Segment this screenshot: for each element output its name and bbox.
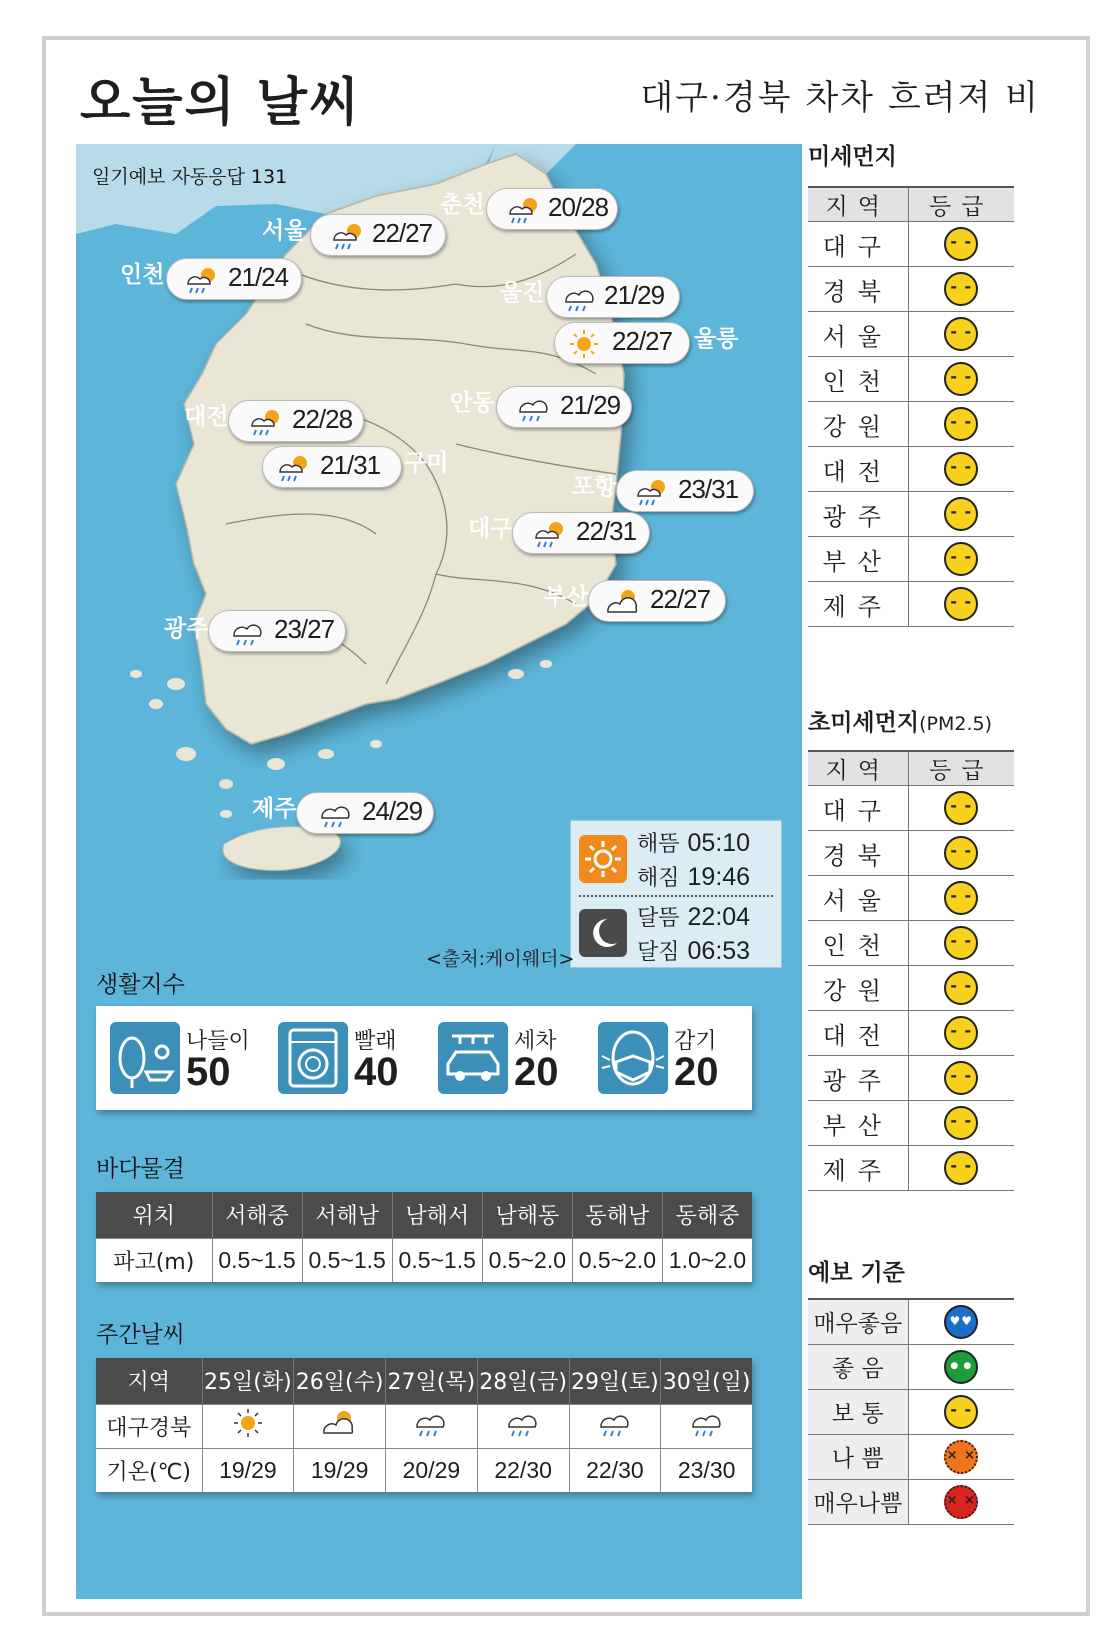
moonrise-label: 달뜸 bbox=[637, 906, 680, 931]
sunrise-row bbox=[637, 827, 750, 858]
rain-cloud-icon bbox=[411, 1407, 451, 1439]
sun-rain-icon bbox=[530, 518, 570, 550]
life-item-cold bbox=[598, 1022, 748, 1094]
weather-panel bbox=[76, 144, 802, 1599]
region-name: 강원 bbox=[808, 966, 908, 1011]
good-face-icon bbox=[944, 1350, 978, 1384]
life-item-carwash bbox=[438, 1022, 588, 1094]
city-seoul bbox=[236, 210, 456, 254]
table-row bbox=[808, 447, 1014, 492]
col-grade: 등급 bbox=[908, 187, 1014, 222]
normal-face-icon bbox=[944, 836, 978, 870]
legend-row bbox=[808, 1479, 1014, 1524]
very-bad-face-icon bbox=[944, 1485, 978, 1519]
life-value: 20 bbox=[674, 1050, 719, 1094]
city-name: 서울 bbox=[262, 218, 307, 244]
picnic-icon bbox=[110, 1022, 180, 1094]
wave-height: 0.5~2.0 bbox=[572, 1238, 662, 1282]
temp-cell: 19/29 bbox=[202, 1448, 294, 1492]
city-gumi bbox=[262, 442, 484, 486]
wave-height: 0.5~1.5 bbox=[302, 1238, 392, 1282]
city-temp: 21/24 bbox=[228, 262, 289, 292]
rain-cloud-icon bbox=[687, 1407, 727, 1439]
city-busan bbox=[516, 576, 730, 620]
moonrise-row bbox=[637, 901, 750, 932]
temp-cell: 20/29 bbox=[386, 1448, 478, 1492]
life-item-picnic bbox=[110, 1022, 260, 1094]
normal-face-icon bbox=[944, 1395, 978, 1429]
weather-cell bbox=[569, 1404, 661, 1448]
city-gwangju bbox=[138, 606, 350, 650]
city-temp: 22/27 bbox=[372, 218, 433, 248]
rain-cloud-icon bbox=[503, 1407, 543, 1439]
table-row bbox=[808, 831, 1014, 876]
legend-row bbox=[808, 1389, 1014, 1434]
table-header: 서해중 bbox=[212, 1192, 302, 1238]
weather-cell bbox=[386, 1404, 478, 1448]
auto-response-note: 일기예보 자동응답 131 bbox=[92, 166, 288, 188]
legend-label: 보 통 bbox=[808, 1389, 908, 1434]
table-row bbox=[808, 357, 1014, 402]
region-name: 광주 bbox=[808, 492, 908, 537]
table-row bbox=[96, 1238, 752, 1282]
region-name: 부산 bbox=[808, 1101, 908, 1146]
table-row bbox=[808, 537, 1014, 582]
page-title: 오늘의 날씨 bbox=[80, 73, 362, 133]
normal-face-icon bbox=[944, 1151, 978, 1185]
city-pohang bbox=[544, 466, 758, 510]
table-row bbox=[808, 402, 1014, 447]
sun-rain-icon bbox=[274, 452, 314, 484]
life-value: 40 bbox=[354, 1050, 399, 1094]
table-header: 서해남 bbox=[302, 1192, 392, 1238]
temp-cell: 19/29 bbox=[294, 1448, 386, 1492]
table-header: 동해중 bbox=[662, 1192, 752, 1238]
headline: 대구·경북 차차 흐려져 비 bbox=[640, 78, 1040, 118]
rain-cloud-icon bbox=[316, 798, 356, 830]
legend-row bbox=[808, 1434, 1014, 1479]
sun-rain-icon bbox=[182, 264, 222, 296]
region-name: 경북 bbox=[808, 831, 908, 876]
rain-cloud-icon bbox=[514, 392, 554, 424]
criteria-legend bbox=[808, 1298, 1014, 1525]
normal-face-icon bbox=[944, 791, 978, 825]
normal-face-icon bbox=[944, 272, 978, 306]
table-header-row bbox=[96, 1192, 752, 1238]
life-label: 세차 bbox=[514, 1029, 557, 1054]
table-row bbox=[808, 1056, 1014, 1101]
legend-label: 좋 음 bbox=[808, 1344, 908, 1389]
region-name: 대전 bbox=[808, 447, 908, 492]
region-name: 대구 bbox=[808, 786, 908, 831]
city-name: 울릉 bbox=[694, 326, 739, 352]
moon-icon bbox=[579, 909, 627, 957]
city-name: 울진 bbox=[500, 280, 545, 306]
table-header: 25일(화) bbox=[202, 1358, 294, 1404]
row-label: 파고(m) bbox=[96, 1238, 212, 1282]
life-index-card bbox=[96, 1006, 752, 1110]
region-name: 제주 bbox=[808, 1146, 908, 1191]
legend-row bbox=[808, 1344, 1014, 1389]
normal-face-icon bbox=[944, 1106, 978, 1140]
sunset-row bbox=[637, 861, 750, 892]
region-name: 대전 bbox=[808, 1011, 908, 1056]
region-name: 강원 bbox=[808, 402, 908, 447]
city-temp: 24/29 bbox=[362, 796, 423, 826]
temp-cell: 22/30 bbox=[569, 1448, 661, 1492]
normal-face-icon bbox=[944, 587, 978, 621]
weather-cell bbox=[661, 1404, 752, 1448]
city-temp: 21/29 bbox=[604, 280, 665, 310]
sea-wave-table bbox=[96, 1192, 752, 1282]
rain-cloud-icon bbox=[595, 1407, 635, 1439]
region-name: 인천 bbox=[808, 357, 908, 402]
weekly-title: 주간날씨 bbox=[96, 1322, 185, 1348]
sun-icon bbox=[228, 1407, 268, 1439]
table-header-row bbox=[808, 187, 1014, 222]
life-value: 50 bbox=[186, 1050, 231, 1094]
city-name: 춘천 bbox=[440, 192, 485, 218]
rain-cloud-icon bbox=[560, 282, 600, 314]
life-label: 감기 bbox=[674, 1029, 717, 1054]
life-label: 빨래 bbox=[354, 1029, 397, 1054]
table-row bbox=[808, 1146, 1014, 1191]
city-daegu bbox=[442, 508, 654, 552]
sunset-time: 19:46 bbox=[687, 863, 751, 891]
normal-face-icon bbox=[944, 362, 978, 396]
criteria-title: 예보 기준 bbox=[808, 1260, 905, 1286]
region-name: 서울 bbox=[808, 312, 908, 357]
normal-face-icon bbox=[944, 1061, 978, 1095]
normal-face-icon bbox=[944, 881, 978, 915]
sea-title: 바다물결 bbox=[96, 1156, 185, 1182]
wave-height: 1.0~2.0 bbox=[662, 1238, 752, 1282]
weather-cell bbox=[202, 1404, 294, 1448]
very-good-face-icon bbox=[944, 1305, 978, 1339]
table-row bbox=[96, 1448, 752, 1492]
normal-face-icon bbox=[944, 407, 978, 441]
normal-face-icon bbox=[944, 497, 978, 531]
table-header: 26일(수) bbox=[294, 1358, 386, 1404]
table-row bbox=[808, 1101, 1014, 1146]
legend-row bbox=[808, 1299, 1014, 1344]
table-header: 위치 bbox=[96, 1192, 212, 1238]
weather-cell bbox=[294, 1404, 386, 1448]
pm25-title bbox=[808, 704, 992, 737]
table-header-row bbox=[96, 1358, 752, 1404]
sunrise-label: 해뜸 bbox=[637, 832, 680, 857]
table-header: 30일(일) bbox=[661, 1358, 752, 1404]
life-item-laundry bbox=[278, 1022, 428, 1094]
table-header-row bbox=[808, 751, 1014, 786]
pm10-table bbox=[808, 186, 1014, 627]
col-region: 지역 bbox=[808, 187, 908, 222]
source-credit: <출처:케이웨더> bbox=[426, 948, 575, 970]
table-row bbox=[808, 876, 1014, 921]
pm25-table bbox=[808, 750, 1014, 1191]
pm10-title: 미세먼지 bbox=[808, 144, 897, 170]
normal-face-icon bbox=[944, 452, 978, 486]
sun-cloud-icon bbox=[320, 1407, 360, 1439]
temp-cell: 22/30 bbox=[477, 1448, 569, 1492]
pm25-title-text: 초미세먼지 bbox=[808, 710, 920, 736]
weather-cell bbox=[477, 1404, 569, 1448]
table-row bbox=[808, 1011, 1014, 1056]
city-name: 대구 bbox=[468, 516, 513, 542]
table-row bbox=[808, 312, 1014, 357]
pm25-title-suffix: (PM2.5) bbox=[919, 713, 992, 735]
sun-icon bbox=[564, 328, 604, 360]
normal-face-icon bbox=[944, 971, 978, 1005]
row-label: 대구경북 bbox=[96, 1404, 202, 1448]
city-temp: 21/31 bbox=[320, 450, 381, 480]
city-temp: 20/28 bbox=[548, 192, 609, 222]
col-grade: 등급 bbox=[908, 751, 1014, 786]
normal-face-icon bbox=[944, 926, 978, 960]
moonset-label: 달짐 bbox=[637, 940, 680, 965]
wave-height: 0.5~2.0 bbox=[482, 1238, 572, 1282]
normal-face-icon bbox=[944, 542, 978, 576]
sun-rain-icon bbox=[328, 220, 368, 252]
normal-face-icon bbox=[944, 1016, 978, 1050]
moonrise-time: 22:04 bbox=[687, 903, 751, 931]
life-label: 나들이 bbox=[186, 1029, 250, 1054]
wave-height: 0.5~1.5 bbox=[212, 1238, 302, 1282]
city-temp: 23/27 bbox=[274, 614, 335, 644]
normal-face-icon bbox=[944, 227, 978, 261]
city-ulleung bbox=[554, 318, 766, 362]
region-name: 대구 bbox=[808, 222, 908, 267]
sun-rain-icon bbox=[246, 406, 286, 438]
city-temp: 23/31 bbox=[678, 474, 739, 504]
city-name: 인천 bbox=[120, 262, 165, 288]
life-value: 20 bbox=[514, 1050, 559, 1094]
city-incheon bbox=[94, 254, 306, 298]
table-row bbox=[808, 582, 1014, 627]
mask-face-icon bbox=[598, 1022, 668, 1094]
region-name: 인천 bbox=[808, 921, 908, 966]
moonset-row bbox=[637, 935, 750, 966]
city-daejeon bbox=[158, 396, 368, 440]
col-region: 지역 bbox=[808, 751, 908, 786]
table-header: 29일(토) bbox=[569, 1358, 661, 1404]
city-name: 제주 bbox=[252, 796, 297, 822]
city-jeju bbox=[226, 788, 438, 832]
sun-rain-icon bbox=[632, 476, 672, 508]
divider bbox=[579, 895, 773, 897]
table-row bbox=[808, 267, 1014, 312]
table-row bbox=[808, 921, 1014, 966]
sun-icon bbox=[579, 835, 627, 883]
table-header: 27일(목) bbox=[386, 1358, 478, 1404]
table-header: 동해남 bbox=[572, 1192, 662, 1238]
table-header: 지역 bbox=[96, 1358, 202, 1404]
washing-machine-icon bbox=[278, 1022, 348, 1094]
city-uljin bbox=[476, 272, 686, 316]
row-label: 기온(℃) bbox=[96, 1448, 202, 1492]
city-name: 광주 bbox=[164, 616, 209, 642]
city-temp: 21/29 bbox=[560, 390, 621, 420]
sun-moon-times bbox=[570, 820, 782, 968]
city-name: 대전 bbox=[184, 404, 229, 430]
city-temp: 22/28 bbox=[292, 404, 353, 434]
sun-cloud-icon bbox=[604, 586, 644, 618]
sunset-label: 해짐 bbox=[637, 866, 680, 891]
normal-face-icon bbox=[944, 317, 978, 351]
city-name: 안동 bbox=[450, 390, 495, 416]
region-name: 부산 bbox=[808, 537, 908, 582]
region-name: 서울 bbox=[808, 876, 908, 921]
table-header: 28일(금) bbox=[477, 1358, 569, 1404]
table-row bbox=[808, 222, 1014, 267]
sun-rain-icon bbox=[504, 194, 544, 226]
weekly-table bbox=[96, 1358, 752, 1492]
city-name: 부산 bbox=[544, 584, 589, 610]
city-temp: 22/27 bbox=[612, 326, 673, 356]
sunrise-time: 05:10 bbox=[687, 829, 751, 857]
city-temp: 22/27 bbox=[650, 584, 711, 614]
region-name: 경북 bbox=[808, 267, 908, 312]
table-row bbox=[808, 492, 1014, 537]
rain-cloud-icon bbox=[228, 616, 268, 648]
car-wash-icon bbox=[438, 1022, 508, 1094]
city-andong bbox=[424, 382, 638, 426]
legend-label: 매우나쁨 bbox=[808, 1479, 908, 1524]
table-header: 남해동 bbox=[482, 1192, 572, 1238]
city-name: 구미 bbox=[404, 450, 449, 476]
table-row bbox=[96, 1404, 752, 1448]
city-name: 포항 bbox=[572, 474, 617, 500]
region-name: 광주 bbox=[808, 1056, 908, 1101]
region-name: 제주 bbox=[808, 582, 908, 627]
life-index-title: 생활지수 bbox=[96, 972, 185, 998]
bad-face-icon bbox=[944, 1440, 978, 1474]
table-header: 남해서 bbox=[392, 1192, 482, 1238]
legend-label: 매우좋음 bbox=[808, 1299, 908, 1344]
city-temp: 22/31 bbox=[576, 516, 637, 546]
legend-label: 나 쁨 bbox=[808, 1434, 908, 1479]
table-row bbox=[808, 786, 1014, 831]
wave-height: 0.5~1.5 bbox=[392, 1238, 482, 1282]
moonset-time: 06:53 bbox=[687, 937, 751, 965]
table-row bbox=[808, 966, 1014, 1011]
temp-cell: 23/30 bbox=[661, 1448, 752, 1492]
weather-map bbox=[76, 144, 802, 1004]
